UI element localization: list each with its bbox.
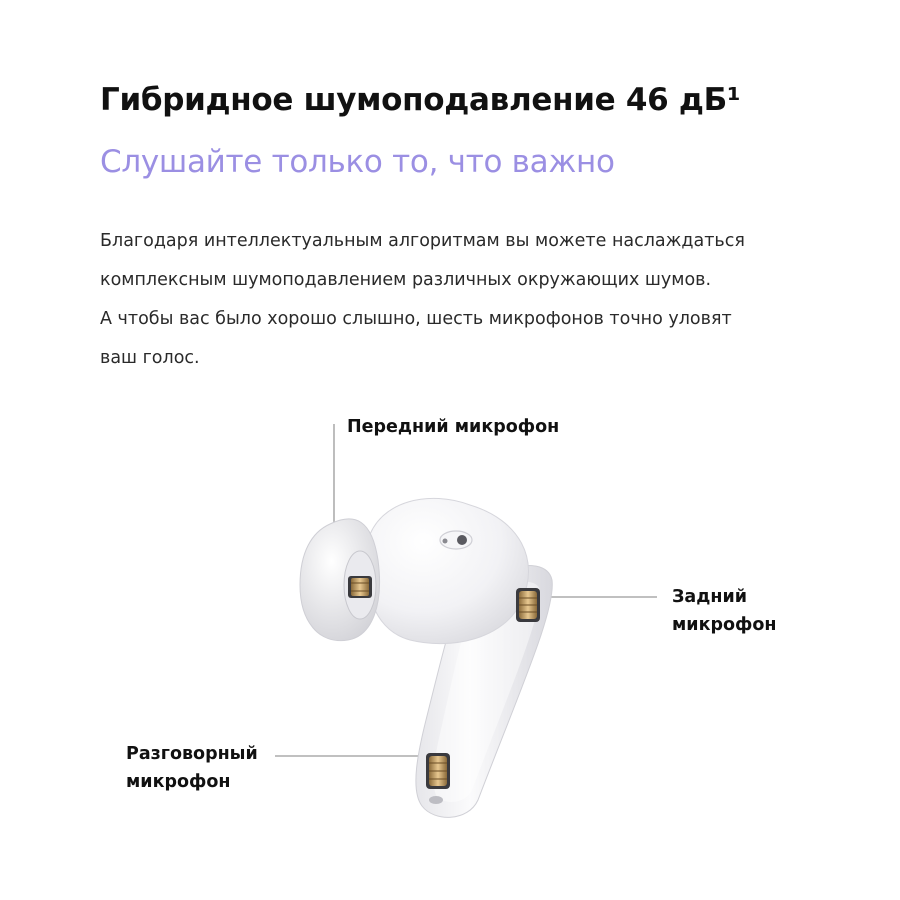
front-mic-label-text: Передний микрофон [347,417,560,437]
page-subtitle: Слушайте только то, что важно [100,144,615,180]
rear-mic-label-line: Задний [672,587,747,607]
rear-mic-label-line: микрофон [672,615,777,635]
description-line: комплексным шумоподавлением различных окружающих шумов. [100,270,712,290]
vent-hole-small [443,539,448,544]
vent-hole [457,535,467,545]
description-line: Благодаря интеллектуальным алгоритмам вы можете наслаждаться [100,231,745,251]
description-line: ваш голос. [100,348,200,368]
page-title: Гибридное шумоподавление 46 дБ¹ [100,82,741,118]
stem-bottom-hole [429,796,443,804]
talk-mic-label [126,740,258,796]
rear-mic-label [672,583,776,639]
rear-mic-icon [516,588,540,622]
front-mic-label [347,413,559,441]
talk-mic-icon [426,753,450,789]
front-mic-icon [348,576,372,598]
description-line: А чтобы вас было хорошо слышно, шесть микрофонов точно уловят [100,309,732,329]
talk-mic-label-line: Разговорный [126,744,258,764]
earbud-body [366,498,528,643]
talk-mic-label-line: микрофон [126,772,231,792]
